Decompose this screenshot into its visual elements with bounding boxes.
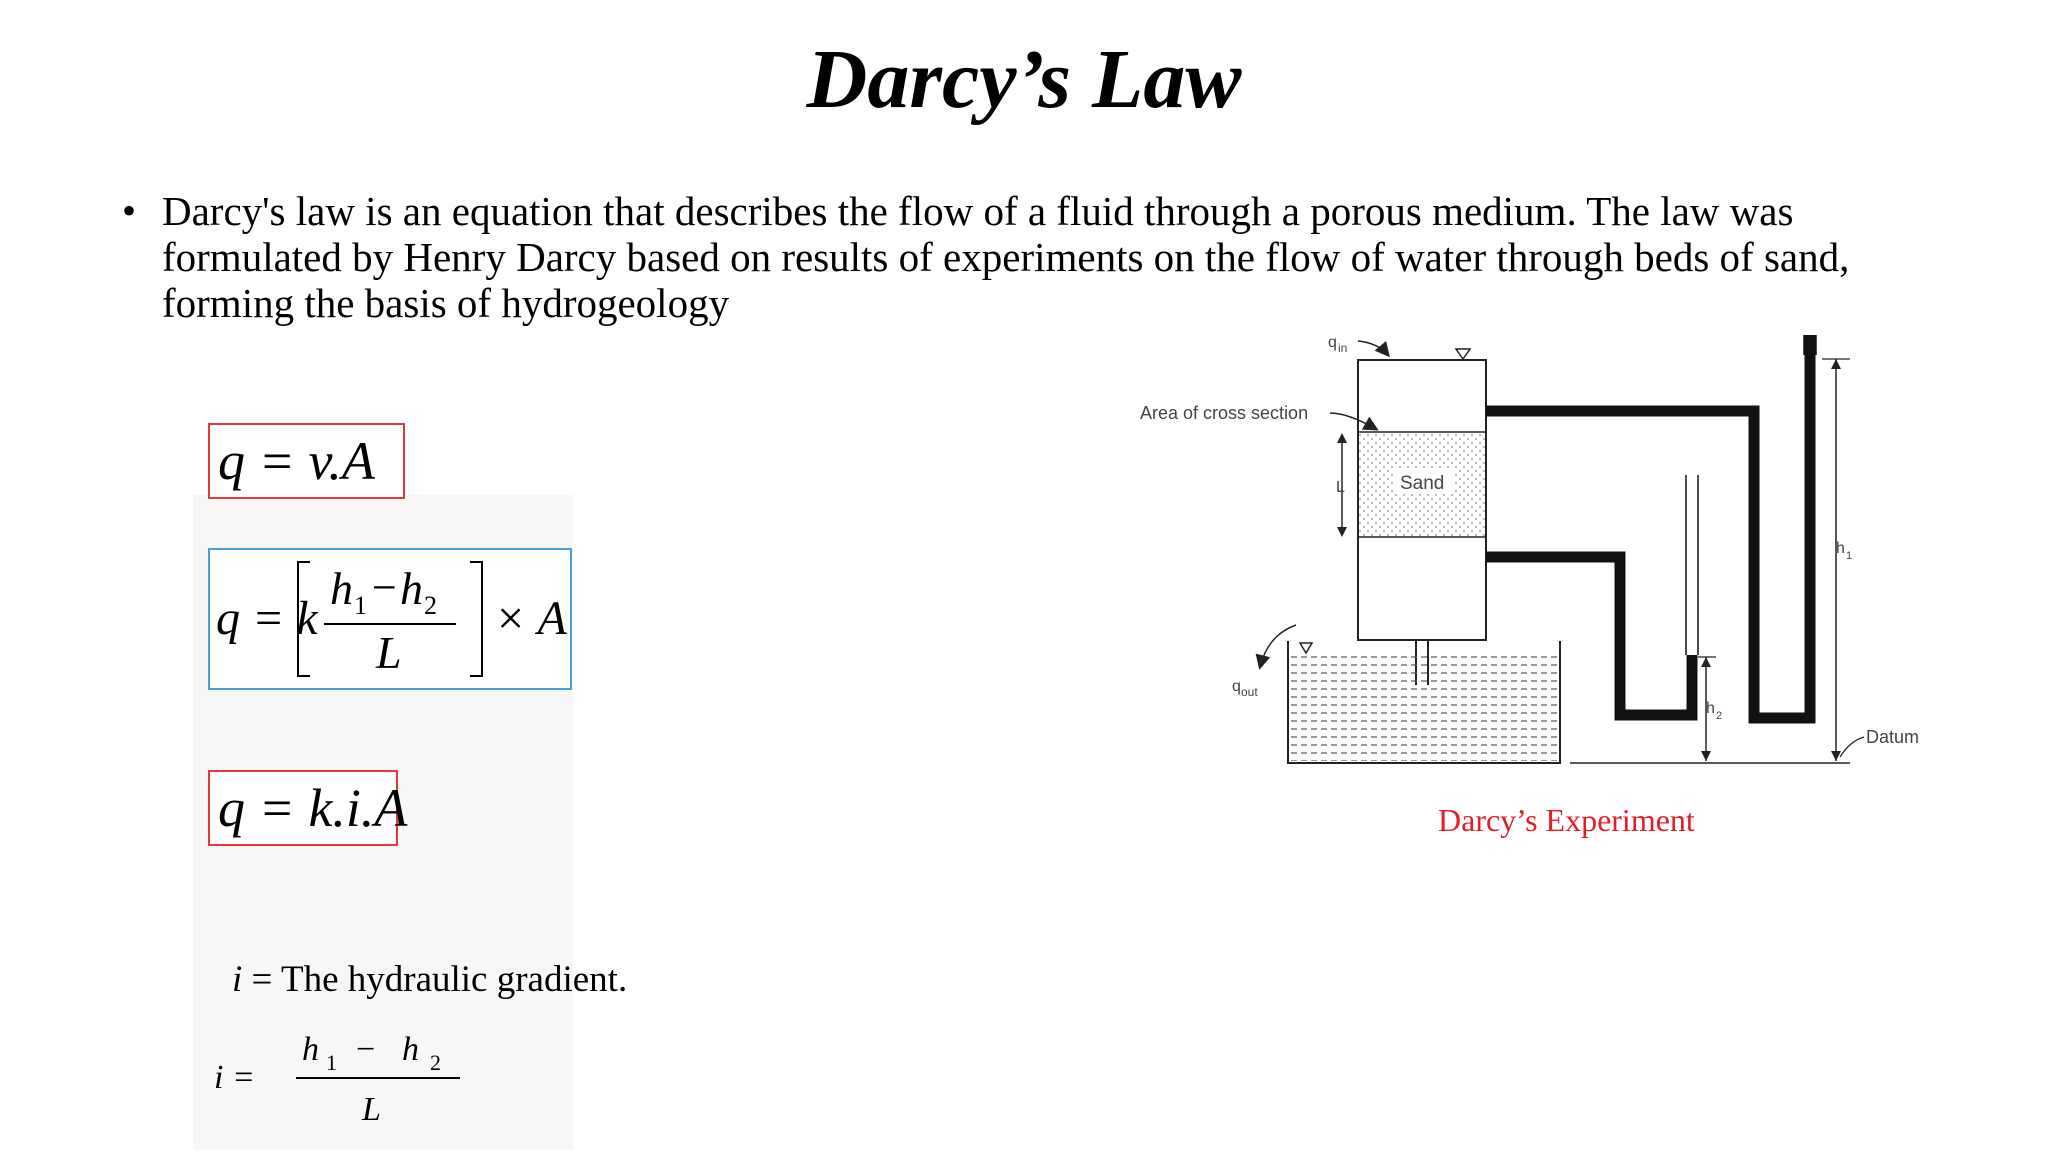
h2-sub: 2 [1716, 710, 1723, 722]
eq2-h1: h [330, 563, 353, 614]
equation-gradient-form: q = k.i.A [218, 778, 408, 838]
gradient-formula [210, 1020, 470, 1130]
equation-gradient-form-box [208, 770, 408, 846]
darcy-experiment-diagram [1130, 325, 1930, 795]
equation-darcy-box [208, 548, 572, 690]
area-label: Area of cross section [1140, 403, 1309, 423]
eq2-sub1: 1 [354, 591, 367, 620]
collection-tank-water [1288, 651, 1558, 761]
L-label: L [1336, 479, 1345, 496]
q-in-label: q [1328, 334, 1337, 351]
gradient-num-h1: h [302, 1031, 319, 1068]
gradient-var: i [232, 959, 243, 1000]
gradient-num-sub2: 2 [430, 1050, 441, 1075]
sand-label: Sand [1400, 473, 1445, 494]
diagram-caption: Darcy’s Experiment [1438, 802, 1695, 838]
right-bracket [470, 562, 482, 676]
eq2-lhs: q = k [216, 592, 318, 645]
gradient-num-minus: − [356, 1031, 376, 1068]
eq2-denominator: L [376, 627, 402, 678]
bullet-text: Darcy's law is an equation that describes the flow of a fluid through a porous medium. The law was formulated by Henry Darcy based on results of experiments on the flow of water through beds of sand, forming the basis of hydrogeology [162, 188, 1850, 326]
datum-pointer [1840, 737, 1864, 757]
h1-sub: 1 [1846, 550, 1853, 562]
gradient-definition [232, 958, 627, 1002]
eq2-times-area: × A [494, 592, 567, 645]
equation-flow-velocity-box [208, 423, 405, 499]
eq2-sub2: 2 [424, 591, 437, 620]
gradient-num-sub1: 1 [326, 1050, 337, 1075]
q-in-sub: in [1338, 341, 1348, 355]
q-out-label: q [1232, 678, 1241, 695]
q-out-sub: out [1241, 685, 1258, 699]
gradient-definition-text: = The hydraulic gradient. [251, 959, 628, 1000]
equation-flow-velocity: q = v.A [218, 431, 375, 491]
gradient-num-h2: h [402, 1031, 419, 1068]
q-in-arrow [1358, 341, 1388, 355]
bullet-icon: • [122, 188, 137, 233]
slide-title: Darcy’s Law [806, 33, 1242, 126]
h1-label: h [1836, 540, 1845, 557]
datum-label: Datum [1866, 727, 1920, 747]
equation-darcy [210, 550, 570, 688]
h2-label: h [1706, 700, 1715, 717]
eq2-h2: h [400, 563, 423, 614]
gradient-den: L [362, 1091, 381, 1128]
eq2-minus: − [372, 563, 397, 612]
gradient-formula-lhs: i = [214, 1059, 255, 1096]
